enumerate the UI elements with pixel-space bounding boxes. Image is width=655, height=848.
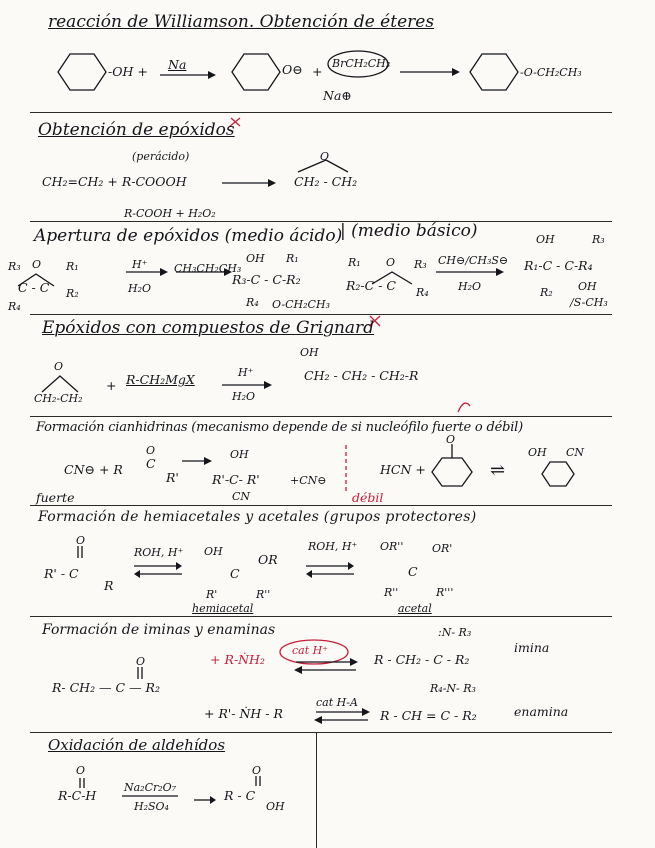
cyanohydrin-oh: OH bbox=[230, 448, 249, 461]
base-r3: R₃ bbox=[414, 258, 427, 271]
base-h2o: H₂O bbox=[458, 280, 482, 293]
acid-o: O bbox=[32, 258, 42, 271]
carbonyl-c: C bbox=[146, 456, 156, 471]
grignard-product: CH₂ - CH₂ - CH₂-R bbox=[304, 368, 419, 383]
base-r1: R₁ bbox=[348, 256, 361, 269]
base-reagent: CH⊖/CH₃S⊖ bbox=[438, 254, 509, 267]
carbonyl6-o: O bbox=[76, 534, 86, 547]
byproducts: R-COOH + H₂O₂ bbox=[124, 207, 216, 220]
cyclohexanone bbox=[432, 458, 472, 486]
acetal-or2: OR'' bbox=[380, 540, 404, 553]
title-apertura: Apertura de epóxidos (medio ácido) bbox=[34, 226, 343, 246]
acid-p-r4: R₄ bbox=[246, 296, 259, 309]
ketone-o: O bbox=[136, 655, 146, 668]
base-p-oh2: OH bbox=[578, 280, 597, 293]
acid-p-r1: R₁ bbox=[286, 252, 299, 265]
plus-1: + bbox=[312, 64, 323, 79]
acid-o2: O bbox=[252, 764, 262, 777]
grignard-o: O bbox=[54, 360, 64, 373]
base-product: R₁-C - C-R₄ bbox=[524, 258, 593, 273]
divider bbox=[30, 732, 612, 733]
label-hemiacetal: hemiacetal bbox=[192, 602, 254, 615]
enamine: R - CH = C - R₂ bbox=[380, 708, 477, 723]
cyclohexane-2 bbox=[232, 54, 280, 90]
acid-r1: R₁ bbox=[66, 260, 79, 273]
acid-oh: OH bbox=[266, 800, 285, 813]
carbonyl6-c: R' - C bbox=[44, 566, 79, 581]
alkene-peracid: CH₂=CH₂ + R-COOOH bbox=[42, 174, 187, 189]
hemi-c: C bbox=[230, 566, 240, 581]
imine: R - CH₂ - C - R₂ bbox=[374, 652, 470, 667]
acid-product: R₃-C - C-R₂ bbox=[232, 272, 301, 287]
alkoxide-charge: O⊖ bbox=[282, 62, 303, 77]
acid-p-oh: OH bbox=[246, 252, 265, 265]
vertical-divider bbox=[316, 732, 317, 848]
cyanide-plus-r: CN⊖ + R bbox=[64, 462, 123, 477]
title-basico: | (medio básico) bbox=[340, 221, 478, 241]
divider bbox=[30, 112, 612, 113]
cyanohydrin2-oh: OH bbox=[528, 446, 547, 459]
cat-h: cat H⁺ bbox=[292, 644, 329, 657]
bromoethane: BrCH₂CH₃ bbox=[332, 57, 391, 70]
grignard-h2o: H₂O bbox=[232, 390, 256, 403]
imine-n: :N- R₃ bbox=[438, 626, 472, 639]
acid-cc: C - C bbox=[18, 280, 50, 295]
acetal-c: C bbox=[408, 564, 418, 579]
ether-product: -O-CH₂CH₃ bbox=[520, 66, 582, 79]
label-acetal: acetal bbox=[398, 602, 432, 615]
base-p-r3: R₃ bbox=[592, 233, 605, 246]
acid-r2: R₂ bbox=[66, 287, 79, 300]
sulfuric-acid: H₂SO₄ bbox=[134, 800, 169, 813]
peracid-note: (perácido) bbox=[132, 150, 190, 163]
base-o: O bbox=[386, 256, 396, 269]
label-debil: débil bbox=[352, 490, 384, 505]
title-oxidacion: Oxidación de aldehídos bbox=[48, 736, 226, 754]
hemi-r1: R' bbox=[206, 588, 218, 601]
primary-amine: + R-ṄH₂ bbox=[210, 652, 265, 667]
cyanohydrin-core: R'-C- R' bbox=[212, 472, 260, 487]
divider bbox=[30, 505, 612, 506]
grignard-reagent: R-CH₂MgX bbox=[126, 372, 195, 387]
grignard-oh: OH bbox=[300, 346, 319, 359]
acetal-r3: R''' bbox=[436, 586, 454, 599]
carbonyl-o: O bbox=[146, 444, 156, 457]
title-hemiacetales: Formación de hemiacetales y acetales (grupos protectores) bbox=[38, 509, 477, 525]
title-epoxidos: Obtención de epóxidos bbox=[38, 120, 235, 140]
hemi-or: OR bbox=[258, 552, 278, 567]
acetal-r2: R'' bbox=[384, 586, 399, 599]
divider bbox=[30, 616, 612, 617]
epoxide-carbons: CH₂ - CH₂ bbox=[294, 174, 358, 189]
hcn-plus: HCN + bbox=[380, 462, 426, 477]
carboxylic-acid: R - C bbox=[224, 788, 256, 803]
title-cianhidrinas: Formación cianhidrinas (mecanismo depende de si nucleófilo fuerte o débil) bbox=[36, 420, 523, 435]
cat-ha: cat H-A bbox=[316, 696, 358, 709]
secondary-amine: + R'- ṄH - R bbox=[204, 706, 283, 721]
label-fuerte: fuerte bbox=[36, 490, 75, 505]
ketone: R- CH₂ — C — R₂ bbox=[52, 680, 160, 695]
grignard-ring: CH₂-CH₂ bbox=[34, 392, 83, 405]
cyanohydrin-cn: CN bbox=[232, 490, 251, 503]
divider bbox=[30, 416, 612, 417]
acid-h2o: H₂O bbox=[128, 282, 152, 295]
cyclohexane-3 bbox=[470, 54, 518, 90]
grignard-h: H⁺ bbox=[238, 366, 254, 379]
reagent-roh-2: ROH, H⁺ bbox=[308, 540, 358, 553]
title-williamson: reacción de Williamson. Obtención de éteres bbox=[48, 12, 435, 32]
carbonyl6-r: R bbox=[104, 578, 114, 593]
aldehyde-o: O bbox=[76, 764, 86, 777]
sodium-ion: Na⊕ bbox=[323, 88, 352, 103]
base-p-oh: OH bbox=[536, 233, 555, 246]
base-cc: R₂-C - C bbox=[346, 278, 396, 293]
cyclohexane-1 bbox=[58, 54, 106, 90]
title-grignard: Epóxidos con compuestos de Grignard bbox=[42, 318, 375, 338]
reagent-roh-1: ROH, H⁺ bbox=[134, 546, 184, 559]
sodium: Na bbox=[168, 57, 187, 72]
cyclohexanone-o: O bbox=[446, 433, 456, 446]
title-iminas: Formación de iminas y enaminas bbox=[42, 622, 276, 638]
acid-r4: R₄ bbox=[8, 300, 21, 313]
base-p-r2: R₂ bbox=[540, 286, 553, 299]
acid-h: H⁺ bbox=[132, 258, 148, 271]
enamine-n: R₄-N- R₃ bbox=[430, 682, 476, 695]
hemi-oh: OH bbox=[204, 545, 223, 558]
cyanohydrin2-cn: CN bbox=[566, 446, 585, 459]
divider bbox=[30, 221, 612, 222]
acid-solvent: CH₃CH₂CH₃ bbox=[174, 262, 242, 275]
divider bbox=[30, 314, 612, 315]
grignard-plus: + bbox=[106, 378, 117, 393]
cyanide-regen: +CN⊖ bbox=[290, 474, 327, 487]
dichromate: Na₂Cr₂O₇ bbox=[124, 781, 177, 794]
acid-p-o: O-CH₂CH₃ bbox=[272, 298, 330, 311]
acetal-or1: OR' bbox=[432, 542, 453, 555]
label-enamina: enamina bbox=[514, 704, 569, 719]
cyanohydrin-ring bbox=[542, 462, 574, 486]
label-imina: imina bbox=[514, 640, 550, 655]
carbonyl-r: R' bbox=[166, 470, 179, 485]
base-p-sch3: /S-CH₃ bbox=[570, 296, 608, 309]
aldehyde: R-C-H bbox=[58, 788, 97, 803]
oh-plus: -OH + bbox=[108, 64, 148, 79]
equilibrium-arrow: ⇌ bbox=[490, 460, 506, 481]
base-r4: R₄ bbox=[416, 286, 429, 299]
hemi-r2: R'' bbox=[256, 588, 271, 601]
epoxide-o: O bbox=[320, 150, 330, 163]
acid-r3: R₃ bbox=[8, 260, 21, 273]
